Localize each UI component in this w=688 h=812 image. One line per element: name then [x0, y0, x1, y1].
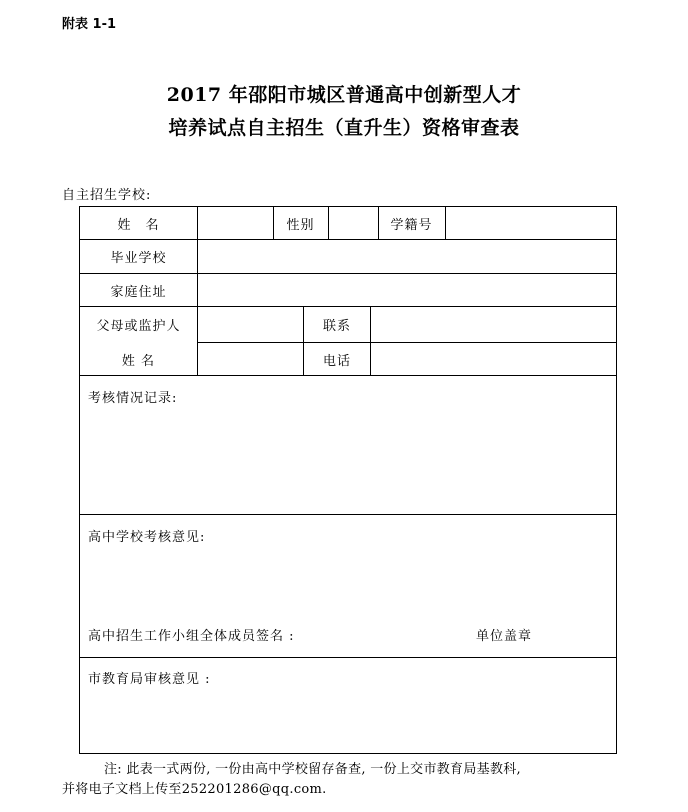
row-divider	[80, 375, 616, 376]
contact-label-line2: 电话	[322, 353, 351, 369]
recruiting-school-label: 自主招生学校:	[62, 188, 152, 203]
row-divider	[80, 657, 616, 658]
bureau-opinion-label: 市教育局审核意见 :	[88, 672, 211, 687]
student-id-label: 学籍号	[390, 217, 433, 233]
guardian-name-field-1[interactable]	[198, 307, 303, 342]
name-field[interactable]	[198, 207, 273, 239]
guardian-name-field-2[interactable]	[198, 343, 303, 375]
footnote-line2: 并将电子文档上传至252201286@qq.com.	[62, 782, 327, 797]
signature-label: 高中招生工作小组全体成员签名 :	[88, 629, 295, 644]
attachment-number: 附表 1-1	[62, 17, 117, 32]
graduation-school-field[interactable]	[198, 240, 616, 273]
phone-field-1[interactable]	[371, 307, 616, 342]
guardian-label-line1: 父母或监护人	[96, 319, 181, 334]
qualification-form-table	[79, 206, 617, 754]
gender-field[interactable]	[329, 207, 378, 239]
seal-label: 单位盖章	[476, 629, 533, 644]
assessment-record-label: 考核情况记录:	[88, 391, 178, 406]
page-title-line2: 培养试点自主招生（直升生）资格审查表	[168, 117, 520, 139]
home-address-field[interactable]	[198, 274, 616, 306]
home-address-label: 家庭住址	[110, 284, 167, 300]
gender-label: 性别	[286, 217, 315, 233]
contact-label-line1: 联系	[322, 319, 351, 334]
name-label: 姓 名	[117, 217, 160, 233]
row-divider	[80, 514, 616, 515]
graduation-school-label: 毕业学校	[110, 251, 167, 266]
phone-field-2[interactable]	[371, 343, 616, 375]
guardian-label-line2: 姓 名	[121, 353, 156, 369]
page-title-line1: 2017 年邵阳市城区普通高中创新型人才	[166, 84, 522, 106]
footnote-line1: 注: 此表一式两份, 一份由高中学校留存备查, 一份上交市教育局基教科,	[104, 762, 521, 777]
student-id-field[interactable]	[446, 207, 616, 239]
high-school-opinion-label: 高中学校考核意见:	[88, 530, 206, 545]
